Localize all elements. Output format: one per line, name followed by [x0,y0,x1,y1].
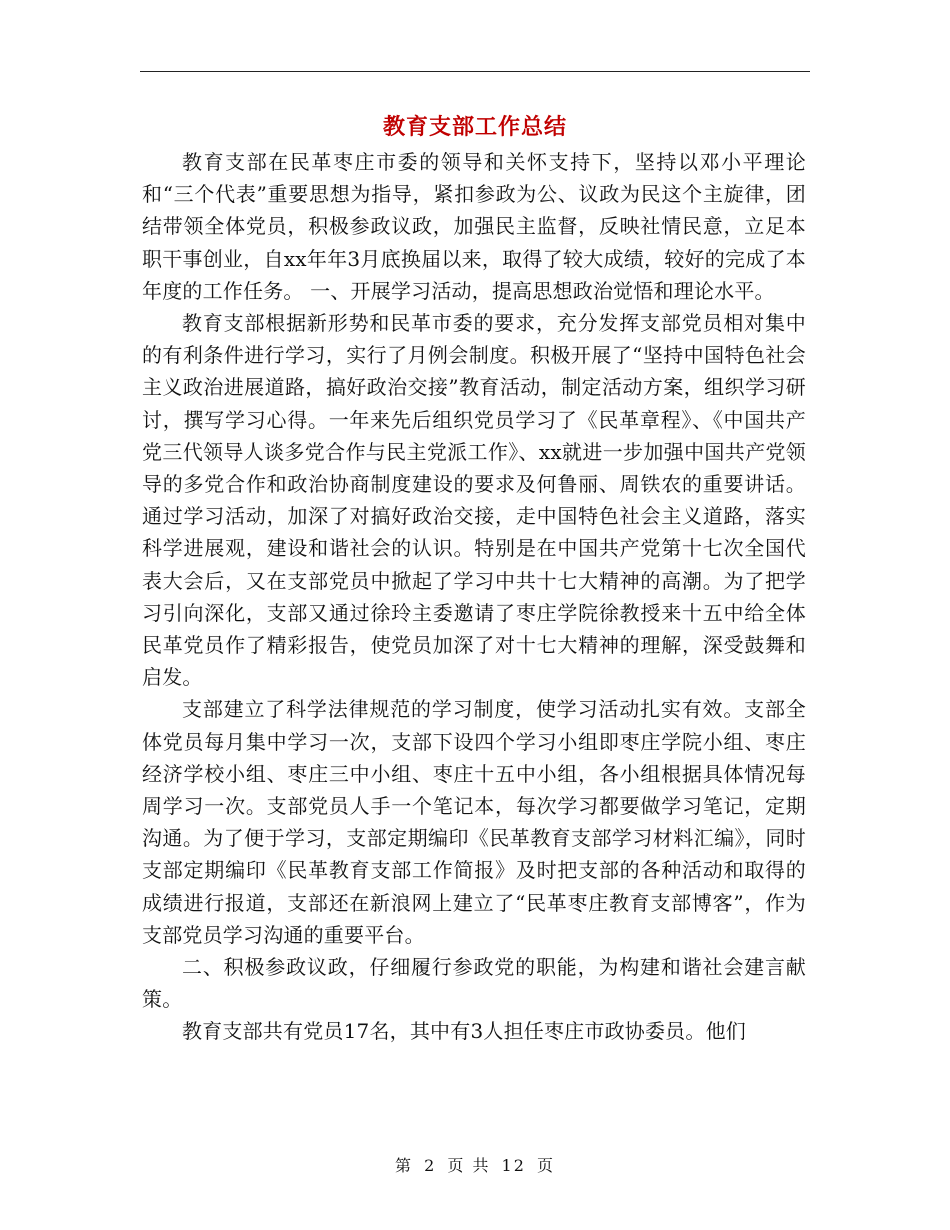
page-footer [140,1153,810,1176]
paragraph-3: 支部建立了科学法律规范的学习制度，使学习活动扎实有效。支部全体党员每月集中学习一次，支部下设四个学习小组即枣庄学院小组、枣庄经济学校小组、枣庄三中小组、枣庄十五中小组，各小组根据具体情况每周学习一次。支部党员人手一个笔记本，每次学习都要做学习笔记，定期沟通。为了便于学习，支部定期编印《民革教育支部学习材料汇编》，同时支部定期编印《民革教育支部工作简报》及时把支部的各种活动和取得的成绩进行报道，支部还在新浪网上建立了“民革枣庄教育支部博客”，作为支部党员学习沟通的重要平台。 [142,697,806,947]
footer-middle: 页 共 [447,1156,491,1175]
footer-current-page: 2 [424,1156,437,1175]
document-body [142,146,806,1048]
paragraph-1: 教育支部在民革枣庄市委的领导和关怀支持下，坚持以邓小平理论和“三个代表”重要思想为指导，紧扣参政为公、议政为民这个主旋律，团结带领全体党员，积极参政议政，加强民主监督，反映社情民意，立足本职干事创业，自xx年年3月底换届以来，取得了较大成绩，较好的完成了本年度的工作任务。 一、开展学习活动，提高思想政治觉悟和理论水平。 [142,150,806,303]
header-rule [140,71,810,72]
document-title: 教育支部工作总结 [382,115,567,140]
paragraph-5: 教育支部共有党员17名，其中有3人担任枣庄市政协委员。他们 [182,1019,746,1044]
footer-prefix: 第 [394,1156,413,1175]
footer-suffix: 页 [537,1156,556,1175]
footer-total-pages: 12 [501,1156,526,1175]
paragraph-4: 二、积极参政议政，仔细履行参政党的职能，为构建和谐社会建言献策。 [142,955,806,1012]
paragraph-2: 教育支部根据新形势和民革市委的要求，充分发挥支部党员相对集中的有利条件进行学习，实行了月例会制度。积极开展了“坚持中国特色社会主义政治进展道路，搞好政治交接”教育活动，制定活动方案，组织学习研讨，撰写学习心得。一年来先后组织党员学习了《民革章程》、《中国共产党三代领导人谈多党合作与民主党派工作》、xx就进一步加强中国共产党领导的多党合作和政治协商制度建设的要求及何鲁丽、周铁农的重要讲话。通过学习活动，加深了对搞好政治交接，走中国特色社会主义道路，落实科学进展观，建设和谐社会的认识。特别是在中国共产党第十七次全国代表大会后，又在支部党员中掀起了学习中共十七大精神的高潮。为了把学习引向深化，支部又通过徐玲主委邀请了枣庄学院徐教授来十五中给全体民革党员作了精彩报告，使党员加深了对十七大精神的理解，深受鼓舞和启发。 [142,311,806,690]
